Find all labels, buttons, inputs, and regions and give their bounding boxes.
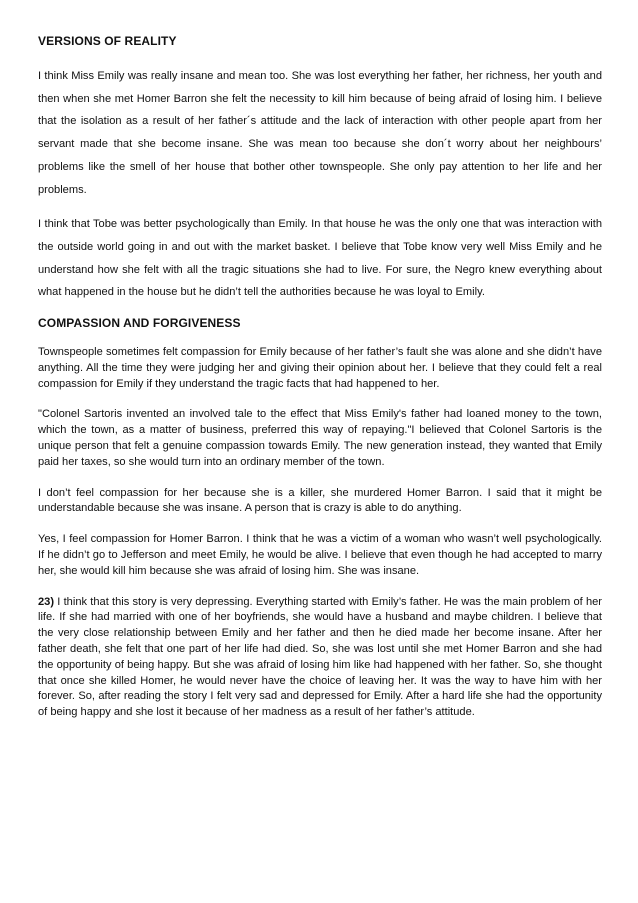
paragraph-question-23 <box>38 595 602 721</box>
heading-compassion-and-forgiveness: COMPASSION AND FORGIVENESS <box>38 316 241 331</box>
paragraph-emily-insane: I think Miss Emily was really insane and mean too. She was lost everything her father, her richness, her youth and then when she met Homer Barron she felt the necessity to kill him because of being afraid of losing him. I believe that the isolation as a result of her father´s attitude and the lack of interaction with other people apart from her servant made that she become insane. She was mean too because she don´t worry about her neighbours’ problems like the smell of her house that bother other townspeople. She only pay attention to her life and her problems. <box>38 70 602 196</box>
document-page <box>38 34 602 721</box>
paragraph-no-compassion: I don’t feel compassion for her because she is a killer, she murdered Homer Barron. I said that it might be understandable because she was insane. A person that is crazy is able to do anything. <box>38 486 602 515</box>
heading-versions-of-reality: VERSIONS OF REALITY <box>38 34 177 48</box>
paragraph-tobe: I think that Tobe was better psychologically than Emily. In that house he was the only one that was interaction with the outside world going in and out with the market basket. I believe that Tobe know very well Miss Emily and he understand how she felt with all the tragic situations she had to live. For sure, the Negro knew everything about what happened in the house but he didn’t tell the authorities because he was loyal to Emily. <box>38 218 602 299</box>
paragraph-colonel-sartoris: "Colonel Sartoris invented an involved tale to the effect that Miss Emily's father had loaned money to the town, which the town, as a matter of business, preferred this way of repaying."I believed that Colonel Sartoris is the unique person that felt a genuine compassion towards Emily. The new generation instead, they wanted that Emily paid her taxes, so she would turn into an ordinary member of the town. <box>38 408 602 468</box>
question-number: 23) <box>38 595 55 608</box>
paragraph-townspeople-compassion: Townspeople sometimes felt compassion for Emily because of her father’s fault she was alone and she didn’t have anything. All the time they were judging her and giving their opinion about her. I believe that they could felt a real compassion for Emily if they understand the tragic facts that had happened to her. <box>38 346 602 390</box>
paragraph-homer-barron: Yes, I feel compassion for Homer Barron. I think that he was a victim of a woman who wasn’t well psychologically. If he didn’t go to Jefferson and meet Emily, he would be alive. I believe that even though he had accepted to marry her, she would kill him because she was afraid of losing him. She was insane. <box>38 533 602 577</box>
question-23-answer: I think that this story is very depressing. Everything started with Emily’s father. He was the main problem of her life. If she had married with one of her boyfriends, she would have a husband and maybe children. I believe that the very close relationship between Emily and her father and then he died made her become insane. After her father death, she felt that one part of her life had died. So, she was lost until she met Homer Barron and she had the opportunity of being happy. But she was afraid of losing him like had happened with her father. So, she thought that once she killed Homer, he would never have the choice of leaving her. It was the way to have him with her forever. So, after reading the story I felt very sad and depressed for Emily. After a hard life she had the opportunity of being happy and she lost it because of her madness as a result of her father’s attitude. <box>38 595 602 719</box>
